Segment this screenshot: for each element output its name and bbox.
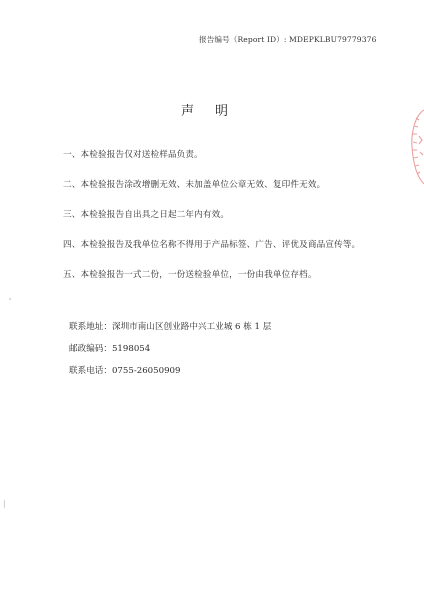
statement-item-3 [63, 207, 368, 223]
contact-postal-code: 邮政编码：5198054 [69, 344, 151, 354]
statement-number: 一、 [63, 150, 81, 160]
statement-text: 本检验报告涂改增删无效、未加盖单位公章无效、复印件无效。 [80, 180, 326, 190]
statement-text: 本检验报告一式二份，一份送检验单位，一份由我单位存档。 [80, 270, 317, 280]
statement-number: 二、 [63, 180, 81, 190]
contact-address: 联系地址：深圳市南山区创业路中兴工业城 6 栋 1 层 [69, 322, 272, 332]
statement-text: 本检验报告自出具之日起二年内有效。 [80, 210, 230, 220]
statement-item-5 [63, 267, 368, 283]
statement-number: 五、 [63, 270, 81, 280]
contact-info [69, 321, 271, 387]
statement-number: 三、 [63, 210, 81, 220]
scan-speck [9, 298, 11, 300]
report-id: 报告编号（Report ID）: MDEPKLBU79779376 [199, 35, 377, 44]
statement-text: 本检验报告仅对送检样品负责。 [80, 150, 203, 160]
statement-item-2 [63, 177, 368, 193]
seal-stamp-edge-icon [408, 106, 424, 188]
statement-item-1 [63, 147, 368, 163]
page-title: 声明 [180, 104, 249, 119]
statement-number: 四、 [63, 240, 81, 250]
statement-item-4 [63, 237, 368, 253]
statement-text: 本检验报告及我单位名称不得用于产品标签、广告、评优及商品宣传等。 [80, 240, 361, 250]
scan-speck [4, 500, 5, 508]
statement-list [63, 147, 368, 297]
contact-phone: 联系电话：0755-26050909 [69, 366, 181, 376]
